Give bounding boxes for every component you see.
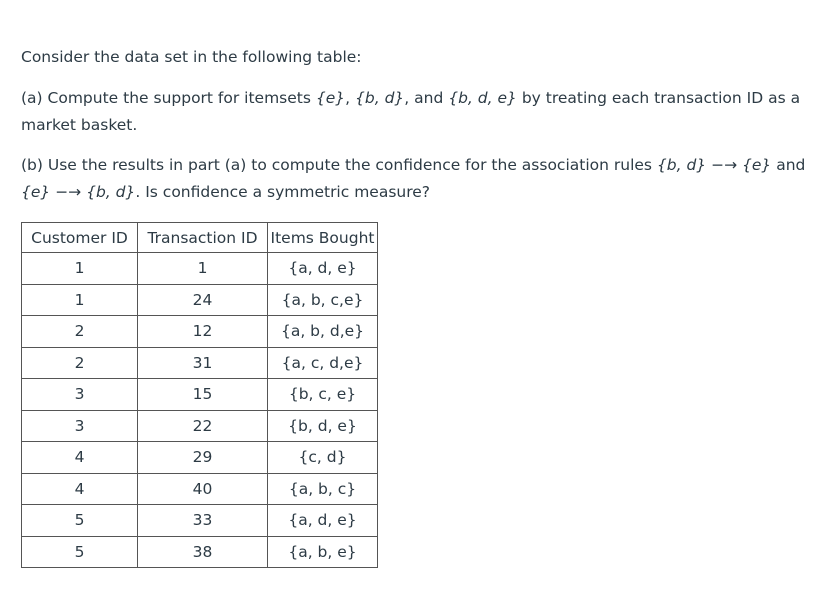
customer-id-cell: 2 [22,347,138,379]
question-part-b [21,152,806,206]
items-bought-cell: {a, d, e} [268,505,378,537]
header-transaction-id: Transaction ID [138,223,268,253]
items-bought-cell: {c, d} [268,442,378,474]
question-part-a [21,85,806,139]
customer-id-cell: 3 [22,379,138,411]
rule2-rhs: {b, d} [86,183,136,201]
header-items-bought: Items Bought [268,223,378,253]
customer-id-cell: 1 [22,253,138,285]
table-row [22,536,378,568]
table-row [22,410,378,442]
part-a-sep1: , [345,89,356,107]
customer-id-cell: 3 [22,410,138,442]
transaction-id-cell: 33 [138,505,268,537]
part-a-suffix: by treating each transaction ID as a market basket. [21,89,801,134]
transaction-id-cell: 24 [138,284,268,316]
transaction-id-cell: 31 [138,347,268,379]
items-bought-cell: {a, b, d,e} [268,316,378,348]
transactions-table [21,222,378,568]
header-customer-id: Customer ID [22,223,138,253]
items-bought-cell: {b, c, e} [268,379,378,411]
transaction-id-cell: 12 [138,316,268,348]
transaction-id-cell: 40 [138,473,268,505]
rule2-arrow: −→ [50,183,87,201]
part-b-prefix: (b) Use the results in part (a) to compute the confidence for the association rules [21,156,657,174]
table-row [22,379,378,411]
items-bought-cell: {b, d, e} [268,410,378,442]
transaction-id-cell: 38 [138,536,268,568]
items-bought-cell: {a, b, c,e} [268,284,378,316]
rule1-lhs: {b, d} [656,156,707,174]
items-bought-cell: {a, b, e} [268,536,378,568]
customer-id-cell: 4 [22,442,138,474]
intro-text: Consider the data set in the following table: [21,48,362,66]
items-bought-cell: {a, c, d,e} [268,347,378,379]
table-row [22,347,378,379]
part-a-prefix: (a) Compute the support for itemsets [21,89,316,107]
customer-id-cell: 5 [22,536,138,568]
part-b-mid: and [771,156,806,174]
rule2-lhs: {e} [21,183,51,201]
customer-id-cell: 4 [22,473,138,505]
table-header-row [22,223,378,253]
items-bought-cell: {a, b, c} [268,473,378,505]
part-b-suffix: . Is confidence a symmetric measure? [135,183,431,201]
items-bought-cell: {a, d, e} [268,253,378,285]
table-row [22,473,378,505]
table-row [22,505,378,537]
itemset-bde: {b, d, e} [448,89,517,107]
itemset-e: {e} [315,89,346,107]
table-body [22,253,378,568]
customer-id-cell: 2 [22,316,138,348]
customer-id-cell: 5 [22,505,138,537]
rule1-rhs: {e} [742,156,772,174]
part-a-sep2: , and [404,89,449,107]
itemset-bd: {b, d} [355,89,405,107]
transaction-id-cell: 1 [138,253,268,285]
customer-id-cell: 1 [22,284,138,316]
transaction-id-cell: 22 [138,410,268,442]
rule1-arrow: −→ [706,156,743,174]
table-row [22,316,378,348]
table-row [22,253,378,285]
table-row [22,442,378,474]
transaction-id-cell: 15 [138,379,268,411]
transaction-id-cell: 29 [138,442,268,474]
table-row [22,284,378,316]
